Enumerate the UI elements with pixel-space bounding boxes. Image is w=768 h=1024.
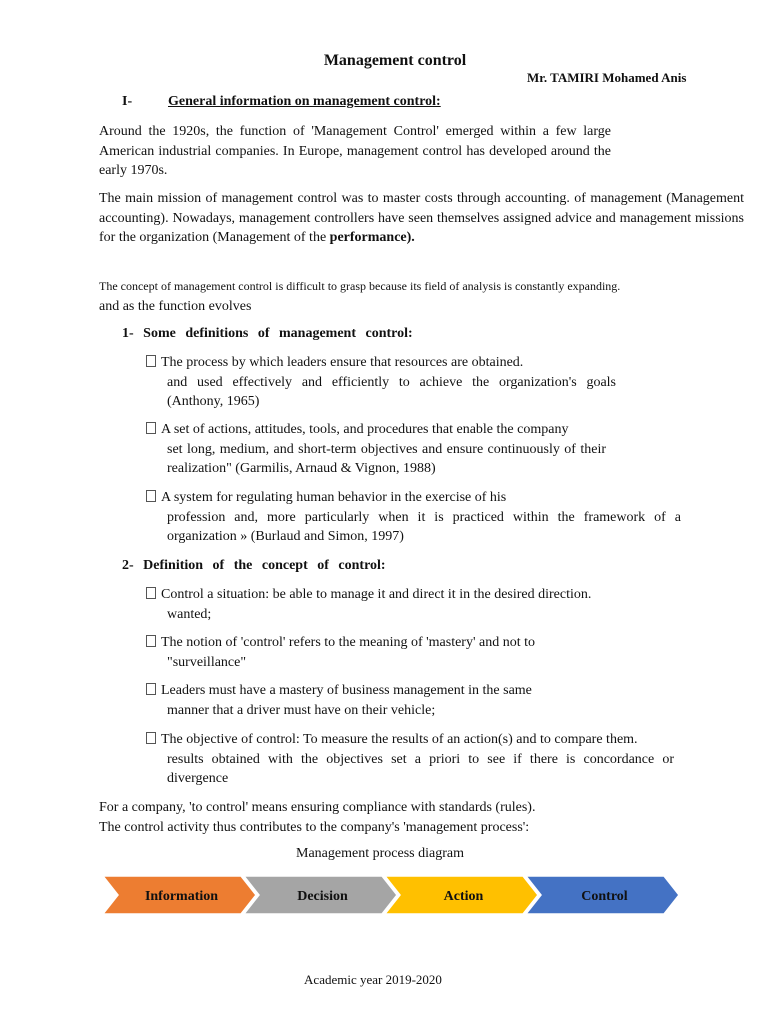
concept-first-line: Control a situation: be able to manage it and direct it in the desired direction. (161, 587, 592, 602)
subsection-control-heading: 2- Definition of the concept of control: (122, 558, 386, 573)
paragraph-company-control (99, 798, 699, 837)
footer-academic-year: Academic year 2019-2020 (304, 972, 442, 987)
section-heading (122, 94, 441, 110)
checkbox-bullet-icon (146, 587, 156, 599)
concept-item (146, 681, 596, 720)
concept-continuation: "surveillance" (167, 654, 247, 670)
paragraph-concept-line1: The concept of management control is difficult to grasp because its field of analysis is constantly expanding. (99, 279, 621, 293)
process-step-control-label: Control (581, 889, 628, 904)
concept-continuation: results obtained with the objectives set a priori to see if there is concordance or divergence (167, 751, 674, 786)
author-name: Mr. TAMIRI Mohamed Anis (527, 70, 687, 85)
checkbox-bullet-icon (146, 490, 156, 502)
checkbox-bullet-icon (146, 422, 156, 434)
definition-continuation: and used effectively and efficiently to achieve the organization's goals (Anthony, 1965) (167, 374, 616, 409)
concept-first-line: The objective of control: To measure the results of an action(s) and to compare them. (161, 732, 638, 747)
process-step-information-label: Information (144, 889, 219, 904)
definition-item (146, 488, 681, 547)
checkbox-bullet-icon (146, 355, 156, 367)
document-title: Management control (323, 52, 467, 69)
concept-item (146, 585, 651, 624)
concept-first-line: The notion of 'control' refers to the meaning of 'mastery' and not to (161, 635, 535, 650)
paragraph-mission-text: The main mission of management control was to master costs through accounting. of management (Management accounting). Nowadays, management controllers have seen themselves assigned advice and management missions for the organization (Management of the (99, 191, 744, 245)
definition-item (146, 420, 606, 479)
section-title: General information on management control: (168, 94, 441, 109)
definition-continuation: set long, medium, and short-term objectives and ensure continuously of their realization" (Garmilis, Arnaud & Vignon, 1988) (167, 441, 606, 476)
concept-item (146, 730, 674, 789)
paragraph-mission (99, 189, 744, 248)
definition-first-line: A set of actions, attitudes, tools, and procedures that enable the company (161, 422, 569, 437)
section-number: I- (122, 94, 133, 109)
paragraph-history: Around the 1920s, the function of 'Management Control' emerged within a few large American industrial companies. In Europe, management control has developed around the early 1970s. (99, 124, 611, 178)
concept-item (146, 633, 616, 672)
paragraph-concept (99, 277, 739, 316)
process-step-action-label: Action (443, 889, 484, 904)
paragraph-company-line1: For a company, 'to control' means ensuring compliance with standards (rules). (99, 800, 536, 815)
concept-continuation: manner that a driver must have on their vehicle; (167, 702, 436, 718)
checkbox-bullet-icon (146, 732, 156, 744)
definition-item (146, 353, 616, 412)
paragraph-concept-line2: and as the function evolves (99, 298, 252, 314)
process-step-decision-label: Decision (297, 889, 348, 904)
paragraph-company-line2: The control activity thus contributes to the company's 'management process': (99, 819, 530, 835)
checkbox-bullet-icon (146, 635, 156, 647)
process-diagram (103, 876, 681, 914)
definition-continuation: profession and, more particularly when it is practiced within the framework of a organization » (Burlaud and Simon, 1997) (167, 509, 681, 544)
checkbox-bullet-icon (146, 683, 156, 695)
concept-first-line: Leaders must have a mastery of business management in the same (161, 683, 532, 698)
subsection-definitions-heading: 1- Some definitions of management control: (122, 326, 413, 341)
definition-first-line: A system for regulating human behavior in the exercise of his (161, 490, 507, 505)
paragraph-mission-bold: performance). (329, 230, 415, 245)
definition-first-line: The process by which leaders ensure that resources are obtained. (161, 355, 524, 370)
diagram-title: Management process diagram (296, 846, 464, 861)
concept-continuation: wanted; (167, 606, 212, 622)
